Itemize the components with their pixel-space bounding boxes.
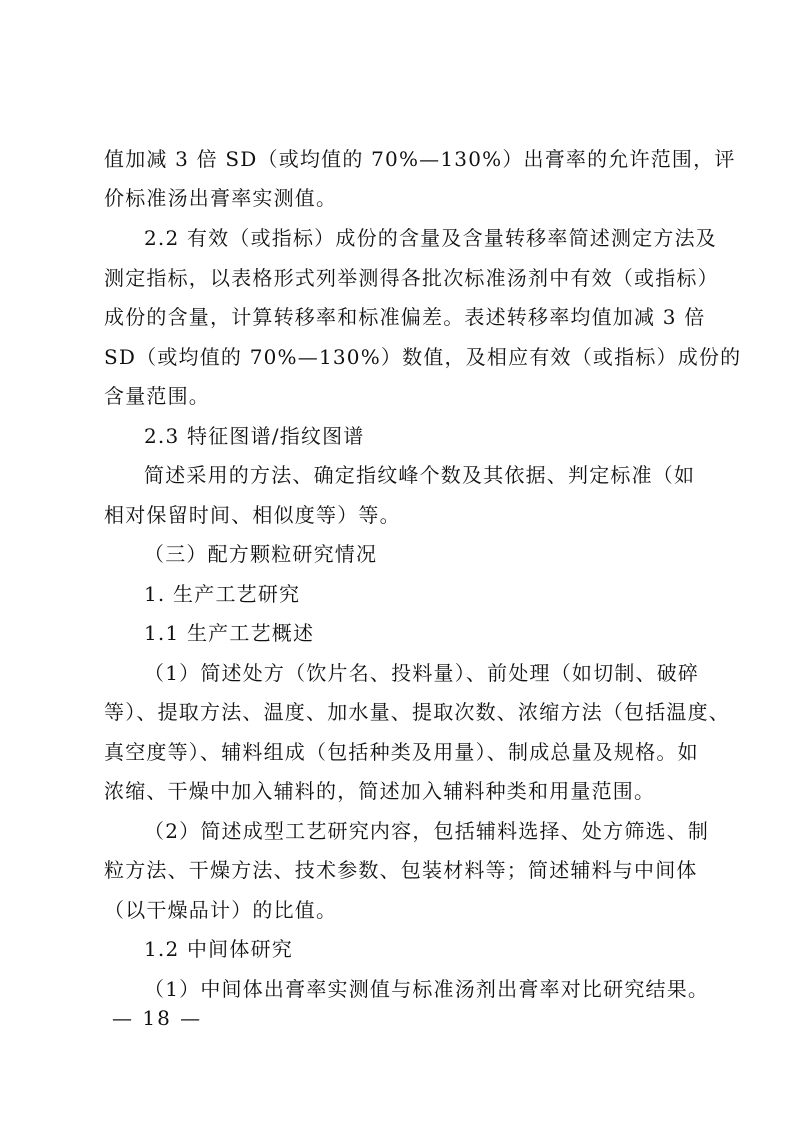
text-line: SD（或均值的 70%—130%）数值，及相应有效（或指标）成份的 (104, 345, 742, 369)
text-line: 简述采用的方法、确定指纹峰个数及其依据、判定标准（如 (144, 463, 696, 487)
section-heading-1-1: 1.1 生产工艺概述 (144, 621, 315, 645)
text-line: （2）简述成型工艺研究内容，包括辅料选择、处方筛选、制 (144, 819, 710, 843)
text-line: 含量范围。 (104, 384, 210, 408)
text-line: 粒方法、干燥方法、技术参数、包装材料等；简述辅料与中间体 (104, 858, 698, 882)
text-line: 成份的含量，计算转移率和标准偏差。表述转移率均值加减 3 倍 (104, 305, 706, 329)
text-line: （1）简述处方（饮片名、投料量）、前处理（如切制、破碎 (144, 661, 700, 685)
section-heading-2-3: 2.3 特征图谱/指纹图谱 (144, 424, 365, 448)
section-heading-1-2: 1.2 中间体研究 (144, 937, 293, 961)
text-line: 等）、提取方法、温度、加水量、提取次数、浓缩方法（包括温度、 (104, 700, 730, 724)
text-line: 真空度等）、辅料组成（包括种类及用量）、制成总量及规格。如 (104, 740, 699, 764)
text-line: （以干燥品计）的比值。 (104, 898, 338, 922)
section-heading-1: 1. 生产工艺研究 (144, 582, 301, 606)
text-line: 测定指标，以表格形式列举测得各批次标准汤剂中有效（或指标） (104, 266, 719, 290)
text-line: 值加减 3 倍 SD（或均值的 70%—130%）出膏率的允许范围，评 (104, 147, 736, 171)
section-heading-3: （三）配方颗粒研究情况 (144, 542, 378, 566)
section-heading-2-2: 2.2 有效（或指标）成份的含量及含量转移率简述测定方法及 (144, 226, 717, 250)
text-line: 浓缩、干燥中加入辅料的，简述加入辅料种类和用量范围。 (104, 779, 656, 803)
text-line: （1）中间体出膏率实测值与标准汤剂出膏率对比研究结果。 (144, 977, 710, 1001)
text-line: 相对保留时间、相似度等）等。 (104, 503, 401, 527)
page-number: — 18 — (112, 1006, 203, 1030)
text-line: 价标准汤出膏率实测值。 (104, 186, 338, 210)
